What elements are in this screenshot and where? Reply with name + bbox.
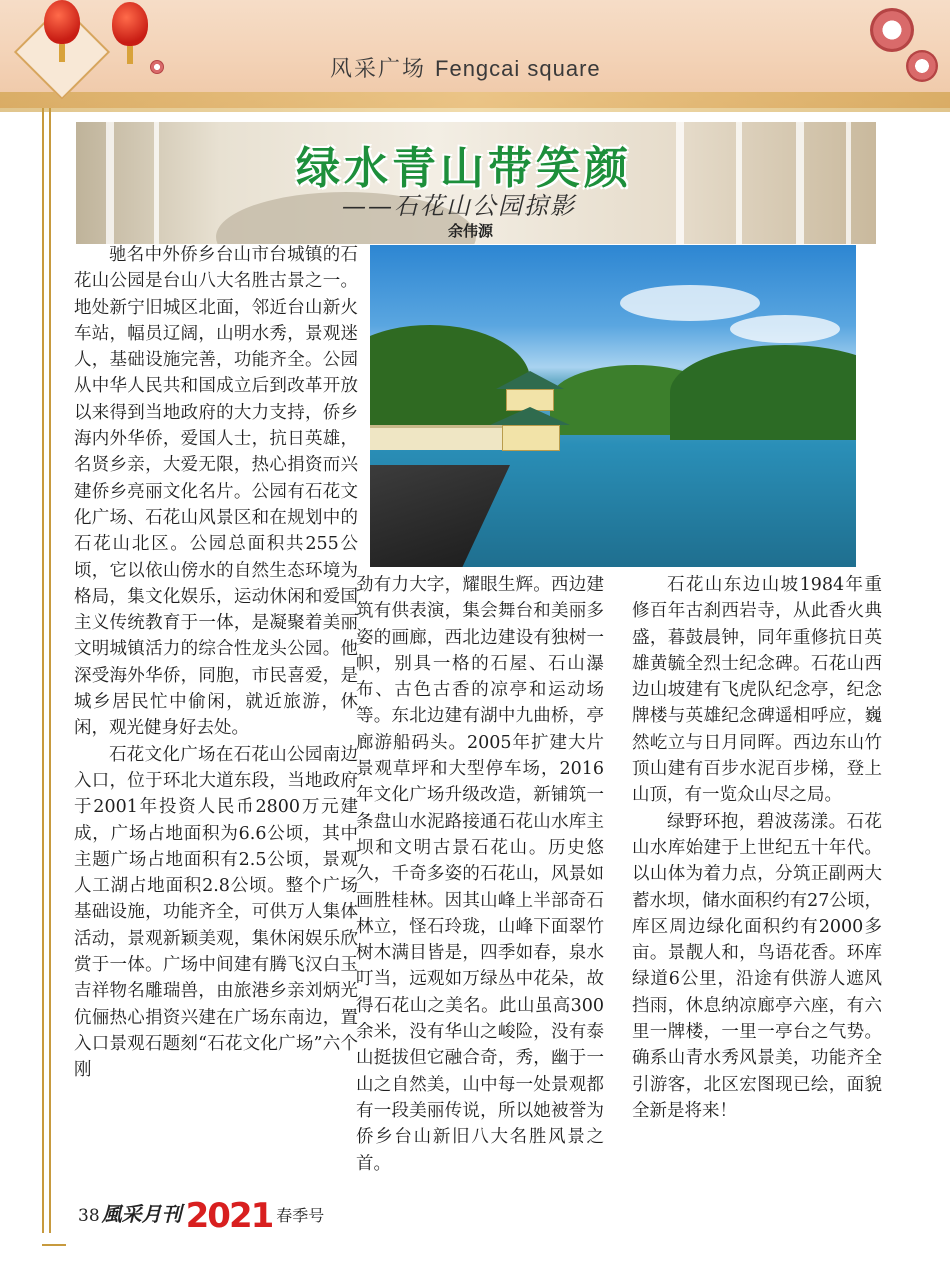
- paragraph: 石花文化广场在石花山公园南边入口，位于环北大道东段，当地政府于2001年投资人民币2800万元建成，广场占地面积为6.6公顷，其中主题广场占地面积有2.5公顷，景观人工湖占地面积2.8公顷。整个广场基础设施，功能齐全，可供万人集体活动，景观新颖美观，集休闲娱乐欣赏于一体。广场中间建有腾飞汉白玉吉祥物名雕瑞兽，由旅港乡亲刘炳光伉俪热心捐资兴建在广场东南边，置入口景观石题刻“石花文化广场”六个刚: [74, 744, 358, 1081]
- article-column-3: [632, 572, 882, 1124]
- paragraph: 劲有力大字，耀眼生辉。西边建筑有供表演，集会舞台和美丽多姿的画廊，西北边建设有独树一帜，别具一格的石屋、石山瀑布、古色古香的凉亭和运动场等。东北边建有湖中九曲桥，亭廊游船码头。2005年扩建大片景观草坪和大型停车场，2016年文化广场升级改造，新铺筑一条盘山水泥路接通石花山水库主坝和文明古景石花山。历史悠久，千奇多姿的石花山，风景如画胜桂林。因其山峰上半部奇石林立，怪石玲珑，山峰下面翠竹树木满目皆是，四季如春，泉水叮当，远观如万绿丛中花朵，故得石花山之美名。此山虽高300余米，没有华山之峻险，没有泰山挺拔但它融合奇，秀，幽于一山之自然美，山中每一处景观都有一段美丽传说，所以她被誉为侨乡台山新旧八大名胜风景之首。: [356, 575, 604, 1174]
- tree-trunk: [796, 122, 804, 244]
- pavilion-body: [502, 425, 560, 451]
- cloud: [730, 315, 840, 343]
- tree-trunk: [676, 122, 684, 244]
- issue-label: 春季号: [276, 1206, 325, 1225]
- tree-trunk: [846, 122, 851, 244]
- article-column-1: [74, 242, 358, 1084]
- flower-icon: [870, 8, 914, 52]
- page-header: [0, 0, 950, 108]
- left-decorative-rule: [42, 108, 51, 1233]
- section-title-en: Fengcai square: [435, 56, 601, 81]
- tree-trunk: [106, 122, 114, 244]
- tree-trunk: [736, 122, 742, 244]
- magazine-name: 風采月刊: [101, 1202, 182, 1226]
- footer-decorative-rule: [42, 1230, 66, 1246]
- article-column-2: [356, 572, 604, 1177]
- lake-pavilion-photo: [370, 245, 856, 567]
- header-gold-wave: [0, 92, 950, 112]
- pavilion-roof: [496, 371, 564, 389]
- tree-trunk: [154, 122, 159, 244]
- cloud: [620, 285, 760, 321]
- article-title: 绿水青山带笑颜: [296, 143, 632, 194]
- flower-icon: [150, 60, 164, 74]
- paragraph: 绿野环抱，碧波荡漾。石花山水库始建于上世纪五十年代。以山体为着力点，分筑正副两大蓄水坝，储水面积约有27公顷，库区周边绿化面积约有2000多亩。景靓人和，鸟语花香。环库绿道6公里，沿途有供游人遮风挡雨，休息纳凉廊亭六座，有六里一牌楼，一里一亭台之气势。确系山青水秀风景美，功能齐全引游客，北区宏图现已绘，面貌全新是将来！: [632, 811, 882, 1121]
- paragraph: 驰名中外侨乡台山市台城镇的石花山公园是台山八大名胜古景之一。地处新宁旧城区北面，邻近台山新火车站，幅员辽阔，山明水秀，景观迷人，基础设施完善，功能齐全。公园从中华人民共和国成立后到改革开放以来得到当地政府的大力支持，侨乡海内外华侨，爱国人士，抗日英雄，名贤乡亲，大爱无限，热心捐资而兴建侨乡亮丽文化名片。公园有石花文化广场、石花山风景区和在规划中的石花山北区。公园总面积共255公顷，它以依山傍水的自然生态环境为格局，集文化娱乐，运动休闲和爱国主义传统教育于一体，是凝聚着美丽文明城镇活力的综合性龙头公园。他深受海外华侨，同胞，市民喜爱，是城乡居民忙中偷闲，就近旅游，休闲，观光健身好去处。: [74, 245, 358, 739]
- section-title: [330, 52, 601, 83]
- page-footer: [78, 1196, 325, 1236]
- shore-rocks: [370, 465, 510, 567]
- paragraph: 石花山东边山坡1984年重修百年古刹西岩寺，从此香火典盛，暮鼓晨钟，同年重修抗日英雄黄毓全烈士纪念碑。石花山西边山坡建有飞虎队纪念亭，纪念牌楼与英雄纪念碑遥相呼应，巍然屹立与日月同晖。西边东山竹顶山建有百步水泥百步梯，登上山顶，有一览众山尽之局。: [632, 575, 882, 806]
- article-subtitle: ——石花山公园掠影: [342, 192, 576, 220]
- title-banner: [76, 122, 876, 244]
- section-title-cn: 风采广场: [330, 57, 427, 82]
- hill-right: [670, 345, 856, 440]
- article-author: 余伟源: [448, 222, 494, 240]
- pavilion-roof: [490, 407, 570, 425]
- page-number: 38: [78, 1206, 100, 1226]
- flower-icon: [906, 50, 938, 82]
- lantern-icon: [112, 2, 148, 46]
- issue-year: 2021: [185, 1196, 273, 1236]
- lantern-icon: [44, 0, 80, 44]
